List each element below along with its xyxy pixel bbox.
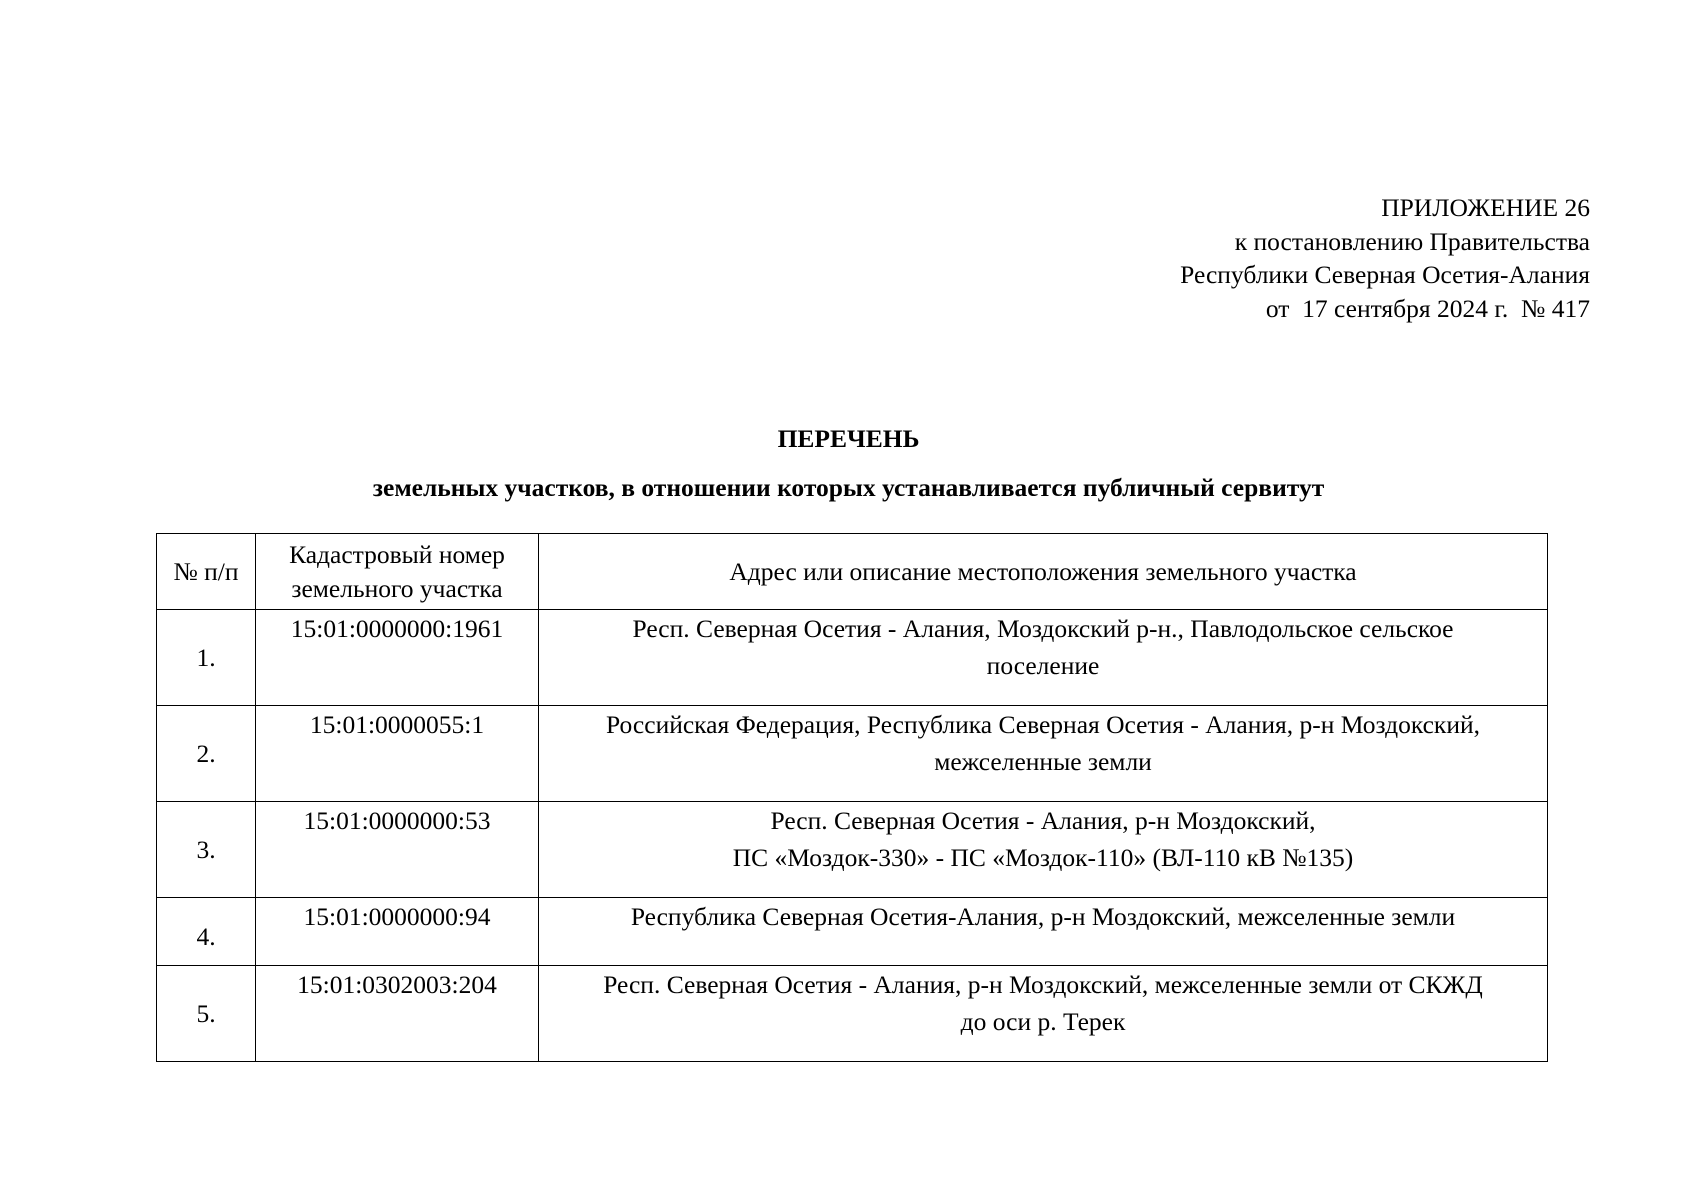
row-num: 5. (157, 966, 256, 1062)
header-num: № п/п (157, 534, 256, 610)
land-plots-table (156, 533, 1548, 1062)
row-address (539, 898, 1548, 966)
document-subtitle: земельных участков, в отношении которых устанавливается публичный сервитут (372, 473, 1325, 502)
row-address-line: Российская Федерация, Республика Северная Осетия - Алания, р-н Моздокский, (606, 710, 1480, 739)
document-title: ПЕРЕЧЕНЬ (777, 424, 920, 453)
row-num: 4. (157, 898, 256, 966)
row-address-line: Респ. Северная Осетия - Алания, Моздокский р-н., Павлодольское сельское (632, 614, 1454, 643)
row-address-line: Респ. Северная Осетия - Алания, р-н Моздокский, (770, 806, 1316, 835)
row-cadastral: 15:01:0000055:1 (256, 706, 539, 802)
table-header-row (157, 534, 1548, 610)
row-address (539, 802, 1548, 898)
row-cadastral: 15:01:0302003:204 (256, 966, 539, 1062)
row-address-line: поселение (986, 651, 1100, 680)
appendix-number: ПРИЛОЖЕНИЕ 26 (1381, 193, 1590, 222)
appendix-block (1180, 191, 1590, 325)
row-address-line: межселенные земли (934, 747, 1152, 776)
row-cadastral: 15:01:0000000:94 (256, 898, 539, 966)
row-address (539, 966, 1548, 1062)
appendix-date-number: от 17 сентября 2024 г. № 417 (1265, 293, 1590, 323)
row-address (539, 610, 1548, 706)
row-num: 3. (157, 802, 256, 898)
row-num: 2. (157, 706, 256, 802)
row-address-line: ПС «Моздок-330» - ПС «Моздок-110» (ВЛ-110 кВ №135) (732, 843, 1354, 872)
appendix-government: Республики Северная Осетия-Алания (1180, 260, 1590, 289)
appendix-resolution-ref: к постановлению Правительства (1234, 226, 1590, 256)
row-address-line: до оси р. Терек (960, 1007, 1126, 1036)
table-row (157, 966, 1548, 1062)
table-row (157, 898, 1548, 966)
table-row (157, 610, 1548, 706)
row-cadastral: 15:01:0000000:1961 (256, 610, 539, 706)
header-cadastral: Кадастровый номер земельного участка (256, 534, 539, 610)
row-cadastral: 15:01:0000000:53 (256, 802, 539, 898)
row-num: 1. (157, 610, 256, 706)
row-address-line: Респ. Северная Осетия - Алания, р-н Моздокский, межселенные земли от СКЖД (603, 970, 1483, 999)
header-address: Адрес или описание местоположения земельного участка (539, 534, 1548, 610)
table-row (157, 802, 1548, 898)
row-address (539, 706, 1548, 802)
row-address-line: Республика Северная Осетия-Алания, р-н Моздокский, межселенные земли (630, 902, 1456, 931)
table-row (157, 706, 1548, 802)
